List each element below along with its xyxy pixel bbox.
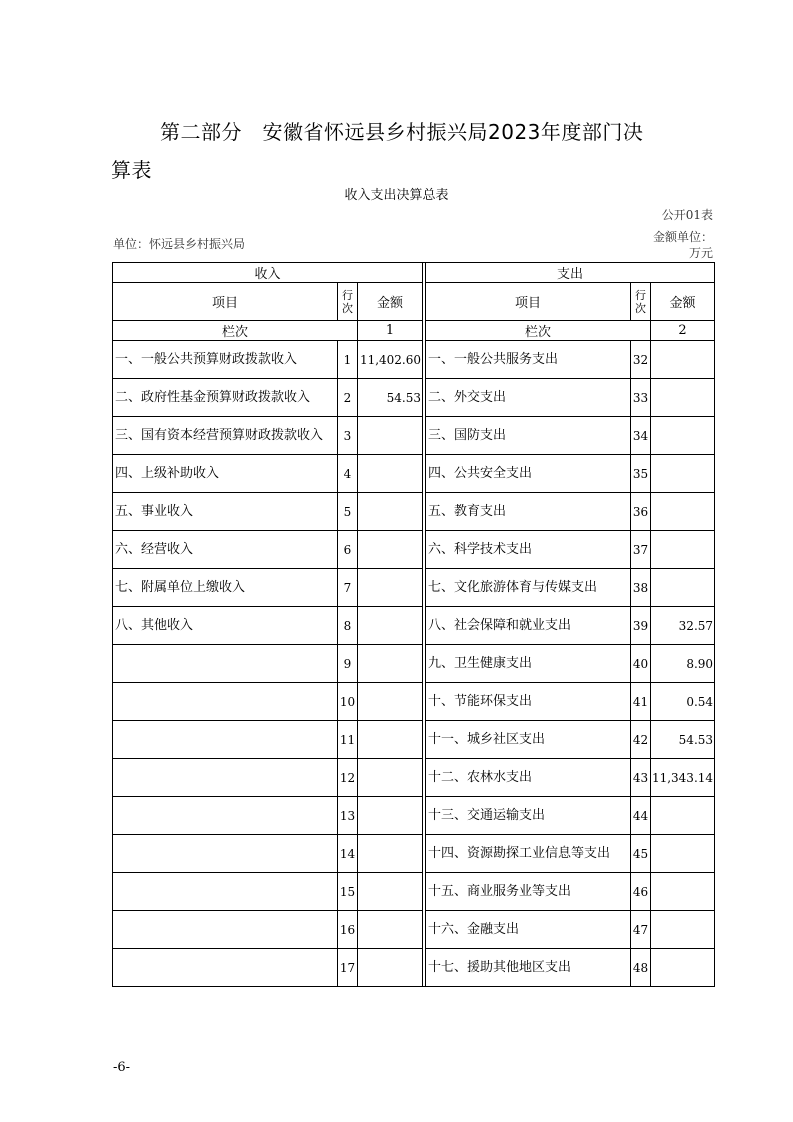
table-row [113,645,715,683]
expense-row-no: 35 [631,455,651,493]
income-row-no: 16 [338,911,358,949]
expense-item: 九、卫生健康支出 [426,645,631,683]
table-row [113,911,715,949]
expense-row-no: 32 [631,341,651,379]
expense-row-no: 48 [631,949,651,987]
table-row [113,683,715,721]
income-row-no: 12 [338,759,358,797]
income-amount: 11,402.60 [358,341,423,379]
income-item [113,721,338,759]
expense-amount [651,569,715,607]
income-item [113,645,338,683]
table-row [113,721,715,759]
expense-amount: 11,343.14 [651,759,715,797]
table-row [113,949,715,987]
expense-row-no: 34 [631,417,651,455]
table-row [113,341,715,379]
income-row-no: 7 [338,569,358,607]
expense-row-no: 41 [631,683,651,721]
income-amount [358,531,423,569]
expense-amount: 0.54 [651,683,715,721]
expense-row-no: 39 [631,607,651,645]
income-amount [358,873,423,911]
expense-amount [651,341,715,379]
expense-row-no: 47 [631,911,651,949]
expense-row-no: 44 [631,797,651,835]
expense-amount: 32.57 [651,607,715,645]
income-amount [358,683,423,721]
expense-amount [651,531,715,569]
income-row-no: 3 [338,417,358,455]
income-amount [358,759,423,797]
expense-item: 十一、城乡社区支出 [426,721,631,759]
income-header: 收入 [113,263,423,283]
income-item: 七、附属单位上缴收入 [113,569,338,607]
expense-row-no: 37 [631,531,651,569]
expense-item: 一、一般公共服务支出 [426,341,631,379]
expense-row-no: 40 [631,645,651,683]
expense-amount [651,949,715,987]
expense-lanci-label: 栏次 [426,321,651,341]
expense-amount-header: 金额 [651,283,715,321]
expense-amount [651,493,715,531]
table-row [113,797,715,835]
income-amount [358,455,423,493]
expense-item: 三、国防支出 [426,417,631,455]
income-amount-header: 金额 [358,283,423,321]
income-item: 六、经营收入 [113,531,338,569]
table-row [113,493,715,531]
page-number: -6- [113,1060,131,1075]
income-amount [358,417,423,455]
expense-item: 八、社会保障和就业支出 [426,607,631,645]
income-row-no: 11 [338,721,358,759]
table-row [113,759,715,797]
expense-amount [651,455,715,493]
income-item: 一、一般公共预算财政拨款收入 [113,341,338,379]
expense-item: 十四、资源勘探工业信息等支出 [426,835,631,873]
income-lanci-number: 1 [358,321,423,341]
income-item [113,683,338,721]
expense-row-no: 42 [631,721,651,759]
expense-row-no: 33 [631,379,651,417]
income-row-no: 2 [338,379,358,417]
page-title-line-1: 第二部分 安徽省怀远县乡村振兴局2023年度部门决 [160,120,644,144]
expense-item: 十、节能环保支出 [426,683,631,721]
income-item [113,797,338,835]
expense-row-no: 36 [631,493,651,531]
expense-amount: 8.90 [651,645,715,683]
amount-unit-value: 万元 [688,246,713,260]
income-item: 四、上级补助收入 [113,455,338,493]
income-item: 二、政府性基金预算财政拨款收入 [113,379,338,417]
expense-item: 十七、援助其他地区支出 [426,949,631,987]
expense-amount [651,835,715,873]
expense-item: 六、科学技术支出 [426,531,631,569]
table-row [113,417,715,455]
expense-item: 十五、商业服务业等支出 [426,873,631,911]
expense-amount [651,873,715,911]
amount-unit-label: 金额单位： [652,230,713,244]
income-item: 三、国有资本经营预算财政拨款收入 [113,417,338,455]
expense-amount [651,911,715,949]
income-row-no: 1 [338,341,358,379]
expense-item: 十三、交通运输支出 [426,797,631,835]
income-row-no: 15 [338,873,358,911]
expense-item: 七、文化旅游体育与传媒支出 [426,569,631,607]
income-amount [358,569,423,607]
expense-item: 二、外交支出 [426,379,631,417]
income-amount [358,949,423,987]
table-number: 公开01表 [661,208,713,222]
table-row [113,379,715,417]
expense-item: 十六、金融支出 [426,911,631,949]
income-row-no: 10 [338,683,358,721]
income-row-no: 8 [338,607,358,645]
income-item [113,873,338,911]
income-amount [358,835,423,873]
income-item [113,949,338,987]
income-amount [358,493,423,531]
expense-item: 五、教育支出 [426,493,631,531]
table-row [113,835,715,873]
expense-row-no: 45 [631,835,651,873]
expense-row-no: 38 [631,569,651,607]
income-row-header: 行次 [338,283,358,321]
table-row [113,569,715,607]
income-item-header: 项目 [113,283,338,321]
income-row-no: 5 [338,493,358,531]
page-title-line-2: 算表 [111,158,152,182]
income-amount [358,797,423,835]
income-item [113,835,338,873]
expense-amount [651,379,715,417]
income-amount [358,721,423,759]
income-row-no: 6 [338,531,358,569]
income-row-no: 13 [338,797,358,835]
expense-item: 四、公共安全支出 [426,455,631,493]
expense-item-header: 项目 [426,283,631,321]
reporting-unit: 单位：怀远县乡村振兴局 [113,237,246,251]
income-item [113,911,338,949]
income-amount [358,607,423,645]
income-item: 八、其他收入 [113,607,338,645]
income-row-no: 4 [338,455,358,493]
expense-amount [651,417,715,455]
income-lanci-label: 栏次 [113,321,358,341]
table-row [113,873,715,911]
expense-item: 十二、农林水支出 [426,759,631,797]
table-row [113,531,715,569]
expense-header: 支出 [426,263,715,283]
income-amount [358,645,423,683]
expense-row-no: 43 [631,759,651,797]
income-item [113,759,338,797]
income-expense-table [112,262,715,987]
income-amount [358,911,423,949]
income-amount: 54.53 [358,379,423,417]
income-row-no: 9 [338,645,358,683]
table-row [113,607,715,645]
expense-row-header: 行次 [631,283,651,321]
expense-row-no: 46 [631,873,651,911]
income-row-no: 14 [338,835,358,873]
income-row-no: 17 [338,949,358,987]
expense-amount [651,797,715,835]
expense-amount: 54.53 [651,721,715,759]
income-item: 五、事业收入 [113,493,338,531]
table-row [113,455,715,493]
expense-lanci-number: 2 [651,321,715,341]
table-subtitle: 收入支出决算总表 [344,188,449,203]
